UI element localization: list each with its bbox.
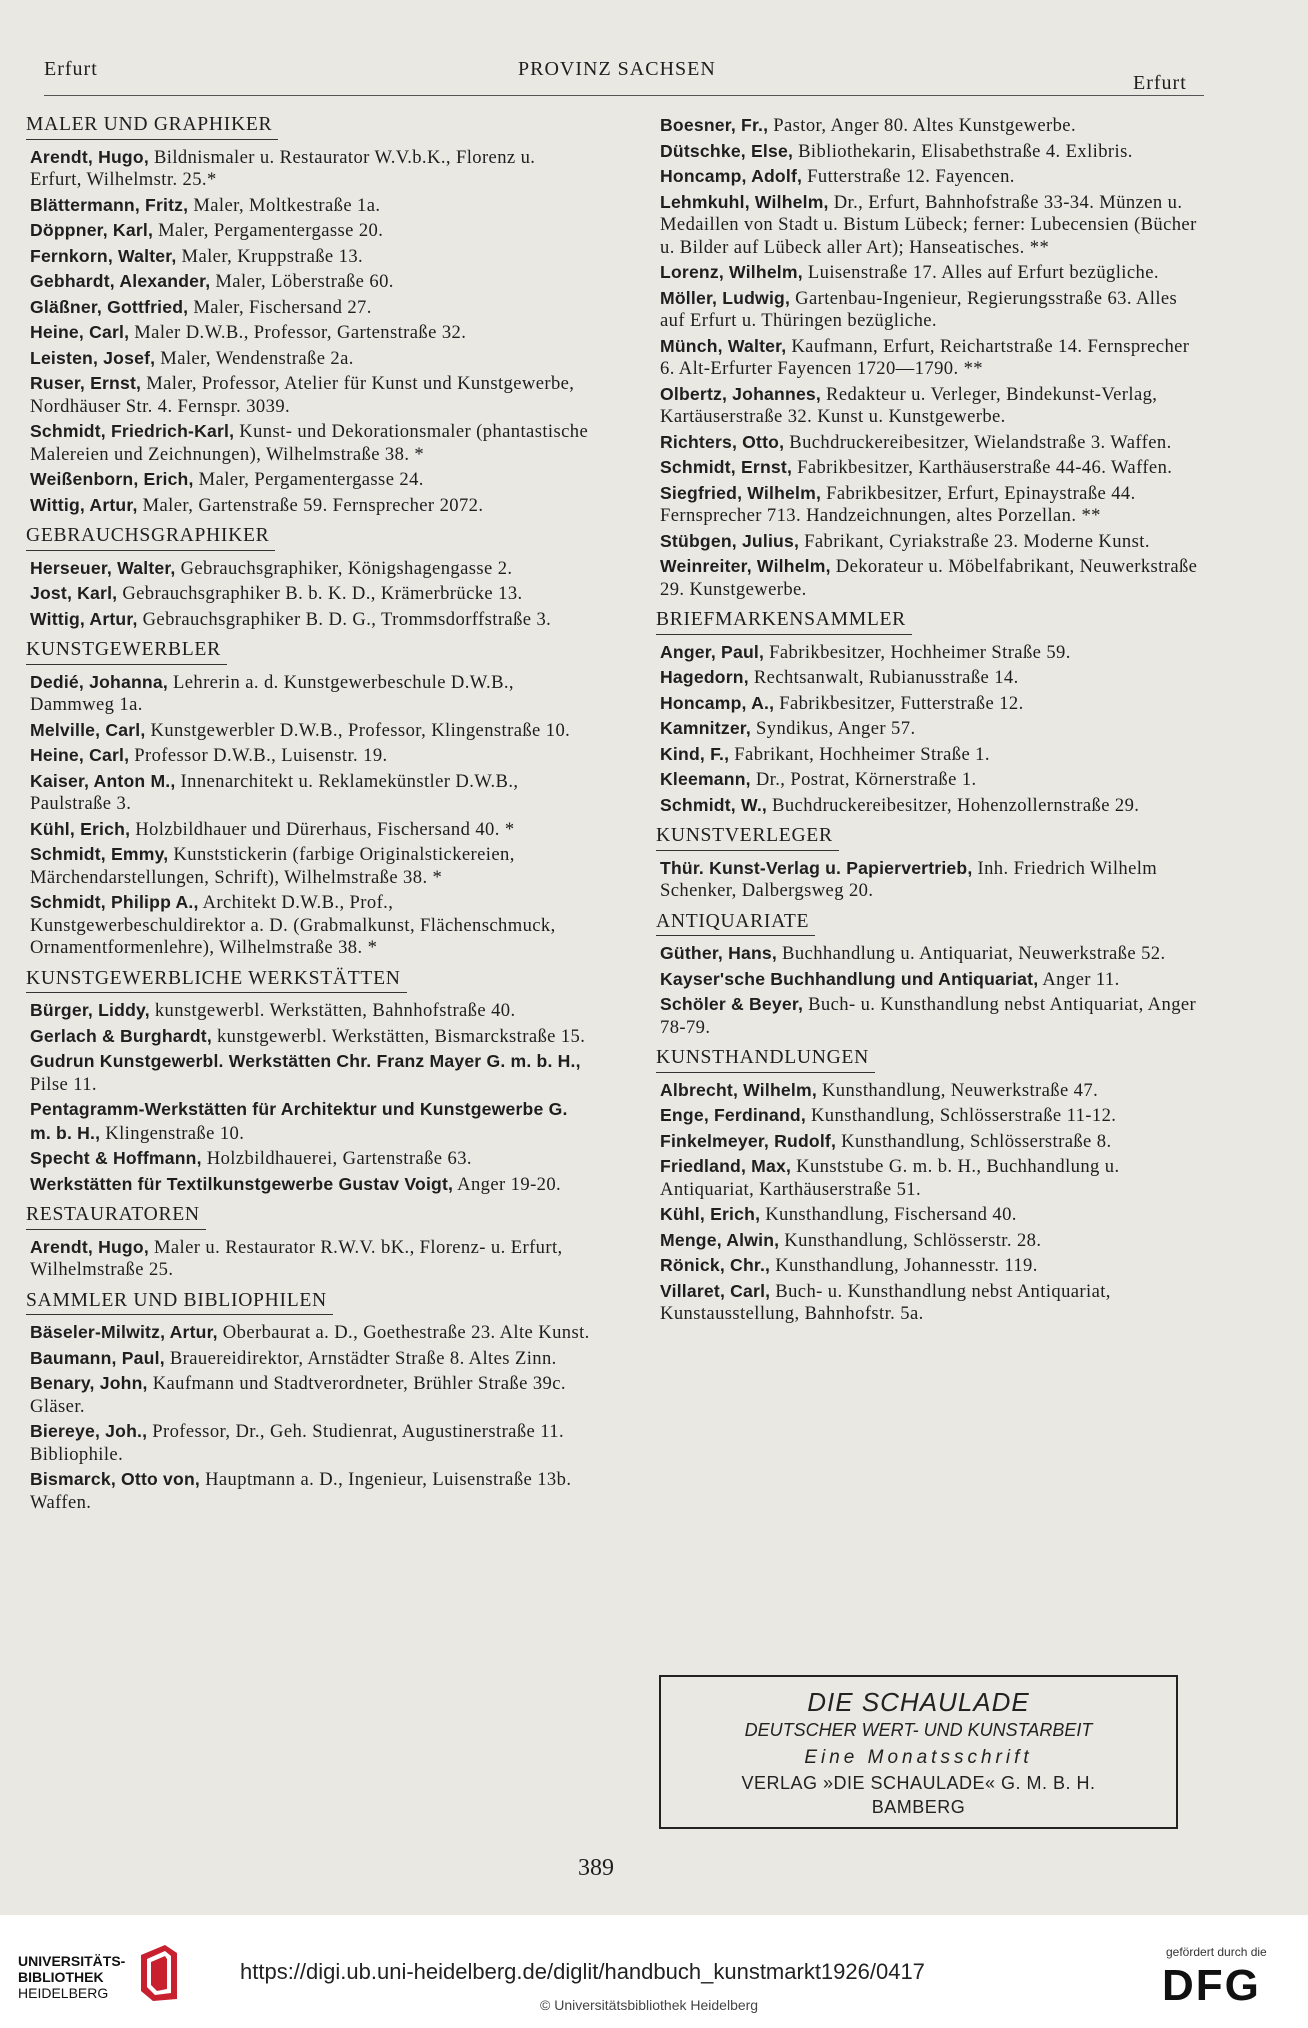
- entry-description: Hauptmann a. D., Ingenieur, Luisenstraße 13b. Waffen.: [30, 1469, 572, 1513]
- entry-name: Schmidt, Emmy,: [30, 844, 169, 864]
- entry-description: Futterstraße 12. Fayencen.: [802, 166, 1015, 187]
- entry-name: Weinreiter, Wilhelm,: [660, 556, 831, 576]
- section-heading-text: GEBRAUCHSGRAPHIKER: [26, 525, 275, 551]
- logo-line: UNIVERSITÄTS-: [18, 1953, 126, 1969]
- entry-description: Inh. Friedrich Wilhelm Schenker, Dalbergsweg 20.: [660, 857, 1158, 901]
- directory-entry: [30, 270, 590, 294]
- entry-description: Dr., Postrat, Körnerstraße 1.: [750, 769, 977, 790]
- section-heading: [26, 525, 590, 551]
- entry-description: Anger 19-20.: [453, 1173, 562, 1195]
- entry-name: Schmidt, W.,: [660, 794, 767, 815]
- entry-description: Maler, Pergamentergasse 24.: [193, 469, 424, 490]
- entry-description: Gebrauchsgraphiker B. D. G., Trommsdorffstraße 3.: [137, 608, 552, 630]
- entry-name: Pentagramm-Werkstätten für Architektur und Kunstgewerbe G. m. b. H.,: [30, 1099, 568, 1143]
- directory-entry: [30, 494, 590, 518]
- entry-name: Schmidt, Ernst,: [660, 457, 793, 477]
- entry-description: Rechtsanwalt, Rubianusstraße 14.: [748, 667, 1019, 688]
- directory-entry: [660, 335, 1200, 381]
- entry-description: Fabrikbesitzer, Erfurt, Epinaystraße 44. Fernsprecher 713. Handzeichnungen, altes Porzellan. **: [660, 482, 1136, 526]
- entry-description: Kunsthandlung, Schlösserstraße 11-12.: [805, 1105, 1117, 1126]
- left-column: [26, 114, 590, 1516]
- entry-description: Maler, Professor, Atelier für Kunst und Kunstgewerbe, Nordhäuser Str. 4. Fernspr. 3039.: [30, 373, 575, 417]
- permalink-link[interactable]: https://digi.ub.uni-heidelberg.de/diglit/handbuch_kunstmarkt1926/0417: [240, 1959, 925, 1984]
- running-header-right: Erfurt: [1133, 72, 1187, 94]
- directory-entry: [660, 692, 1200, 716]
- directory-entry: [660, 261, 1200, 285]
- directory-entry: [660, 942, 1200, 966]
- entry-name: Enge, Ferdinand,: [660, 1105, 806, 1125]
- directory-entry: [660, 191, 1200, 260]
- entry-name: Ruser, Ernst,: [30, 373, 142, 393]
- entry-description: Maler, Pergamentergasse 20.: [153, 220, 384, 241]
- entry-description: Maler, Löberstraße 60.: [210, 271, 394, 292]
- entry-name: Möller, Ludwig,: [660, 287, 791, 308]
- directory-entry: [30, 1050, 590, 1096]
- entry-description: Kunst- und Dekorationsmaler (phantastische Malereien und Zeichnungen), Wilhelmstraße 38. *: [30, 421, 589, 465]
- entry-description: Luisenstraße 17. Alles auf Erfurt bezügliche.: [802, 262, 1159, 283]
- entry-name: Arendt, Hugo,: [30, 1236, 149, 1257]
- directory-entry: [660, 140, 1200, 164]
- entry-description: Fabrikant, Cyriakstraße 23. Moderne Kunst.: [799, 530, 1150, 552]
- directory-entry: [660, 165, 1200, 189]
- entry-name: Baumann, Paul,: [30, 1347, 165, 1368]
- entry-name: Jost, Karl,: [30, 583, 118, 603]
- entry-description: Buchhandlung u. Antiquariat, Neuwerkstraße 52.: [777, 943, 1166, 964]
- entry-description: Buch- u. Kunsthandlung nebst Antiquariat, Anger 78-79.: [660, 994, 1197, 1038]
- advertisement-box: [659, 1675, 1178, 1829]
- directory-entry: [30, 843, 590, 889]
- entry-description: Kunsthandlung, Schlösserstraße 8.: [836, 1130, 1112, 1152]
- running-header-center: PROVINZ SACHSEN: [518, 58, 716, 80]
- entry-description: kunstgewerbl. Werkstätten, Bismarckstraße 15.: [211, 1025, 586, 1047]
- entry-name: Gläßner, Gottfried,: [30, 296, 189, 317]
- entry-name: Hagedorn,: [660, 667, 749, 687]
- directory-entry: [30, 1098, 590, 1145]
- entry-name: Biereye, Joh.,: [30, 1421, 148, 1441]
- entry-name: Weißenborn, Erich,: [30, 469, 194, 489]
- directory-entry: [30, 1173, 590, 1197]
- entry-name: Herseuer, Walter,: [30, 557, 176, 578]
- directory-entry: [30, 1420, 590, 1466]
- entry-description: Kaufmann und Stadtverordneter, Brühler Straße 39c. Gläser.: [30, 1373, 566, 1417]
- entry-name: Wittig, Artur,: [30, 494, 138, 515]
- section-heading: [656, 609, 1200, 635]
- entry-name: Heine, Carl,: [30, 745, 130, 765]
- entry-name: Arendt, Hugo,: [30, 146, 149, 167]
- entry-description: Maler, Kruppstraße 13.: [176, 245, 364, 267]
- directory-entry: [660, 717, 1200, 741]
- entry-name: Bürger, Liddy,: [30, 1000, 150, 1020]
- entry-description: Kunststickerin (farbige Originalstickereien, Märchendarstellungen, Schrift), Wilhelmstraße 38. *: [30, 844, 515, 888]
- directory-entry: [660, 1254, 1200, 1278]
- entry-description: Redakteur u. Verleger, Bindekunst-Verlag, Kartäuserstraße 32. Kunst u. Kunstgewerbe.: [660, 383, 1158, 427]
- entry-description: Bibliothekarin, Elisabethstraße 4. Exlibris.: [793, 140, 1133, 162]
- entry-description: Dekorateur u. Möbelfabrikant, Neuwerkstraße 29. Kunstgewerbe.: [660, 556, 1198, 600]
- entry-name: Stübgen, Julius,: [660, 530, 800, 551]
- directory-entry: [660, 666, 1200, 690]
- section-heading-text: KUNSTGEWERBLICHE WERKSTÄTTEN: [26, 968, 407, 994]
- entry-name: Richters, Otto,: [660, 431, 785, 452]
- directory-entry: [30, 372, 590, 418]
- directory-entry: [660, 431, 1200, 455]
- viewer-footer: [0, 1915, 1308, 2028]
- entry-description: Maler, Gartenstraße 59. Fernsprecher 2072.: [137, 494, 484, 516]
- directory-entry: [660, 857, 1200, 903]
- directory-entry: [30, 347, 590, 371]
- entry-name: Werkstätten für Textilkunstgewerbe Gustav Voigt,: [30, 1173, 454, 1194]
- directory-entry: [30, 194, 590, 218]
- directory-entry: [30, 999, 590, 1023]
- directory-entry: [30, 608, 590, 632]
- entry-description: Innenarchitekt u. Reklamekünstler D.W.B., Paulstraße 3.: [30, 770, 519, 814]
- directory-entry: [660, 1104, 1200, 1128]
- entry-name: Blättermann, Fritz,: [30, 194, 189, 215]
- running-header-left: Erfurt: [44, 58, 98, 80]
- entry-name: Kind, F.,: [660, 743, 730, 764]
- directory-entry: [30, 1347, 590, 1371]
- section-heading-text: KUNSTGEWERBLER: [26, 639, 227, 665]
- entry-description: Brauereidirektor, Arnstädter Straße 8. Altes Zinn.: [164, 1347, 557, 1369]
- entry-name: Menge, Alwin,: [660, 1229, 780, 1250]
- page-number: 389: [578, 1855, 614, 1881]
- directory-entry: [30, 671, 590, 717]
- entry-description: Holzbildhauerei, Gartenstraße 63.: [201, 1148, 472, 1169]
- section-heading: [26, 968, 590, 994]
- dfg-logo: DFG: [1162, 1961, 1261, 2010]
- ad-subtitle: DEUTSCHER WERT- UND KUNSTARBEIT: [744, 1720, 1093, 1740]
- entry-name: Schmidt, Friedrich-Karl,: [30, 421, 235, 441]
- entry-name: Benary, John,: [30, 1373, 148, 1393]
- directory-entry: [30, 891, 590, 960]
- entry-name: Bäseler-Milwitz, Artur,: [30, 1322, 218, 1342]
- entry-name: Anger, Paul,: [660, 641, 765, 662]
- entry-name: Gerlach & Burghardt,: [30, 1025, 212, 1046]
- entry-name: Leisten, Josef,: [30, 347, 156, 368]
- entry-description: Kunstgewerbler D.W.B., Professor, Klingenstraße 10.: [145, 719, 571, 741]
- logo-line: BIBLIOTHEK: [18, 1969, 104, 1985]
- entry-description: Maler u. Restaurator R.W.V. bK., Florenz- u. Erfurt, Wilhelmstraße 25.: [30, 1236, 563, 1280]
- section-heading: [656, 911, 1200, 937]
- logo-line: HEIDELBERG: [18, 1985, 109, 2001]
- ad-city: BAMBERG: [871, 1797, 966, 1817]
- entry-name: Kühl, Erich,: [30, 818, 131, 839]
- entry-description: Gebrauchsgraphiker, Königshagengasse 2.: [175, 557, 513, 579]
- section-heading-text: ANTIQUARIATE: [656, 911, 815, 937]
- directory-entry: [30, 1321, 590, 1345]
- directory-entry: [30, 582, 590, 606]
- entry-name: Dütschke, Else,: [660, 140, 794, 161]
- entry-name: Specht & Hoffmann,: [30, 1148, 202, 1168]
- entry-description: Gartenbau-Ingenieur, Regierungsstraße 63. Alles auf Erfurt u. Thüringen bezügliche.: [660, 287, 1178, 331]
- directory-entry: [660, 794, 1200, 818]
- directory-entry: [660, 456, 1200, 480]
- entry-description: Pastor, Anger 80. Altes Kunstgewerbe.: [768, 115, 1076, 136]
- entry-name: Kühl, Erich,: [660, 1204, 761, 1224]
- entry-description: Klingenstraße 10.: [100, 1122, 245, 1144]
- entry-name: Heine, Carl,: [30, 322, 130, 342]
- directory-entry: [660, 968, 1200, 992]
- directory-entry: [30, 296, 590, 320]
- directory-entry: [30, 468, 590, 492]
- directory-entry: [660, 768, 1200, 792]
- directory-entry: [30, 321, 590, 345]
- entry-description: Kunsthandlung, Johannesstr. 119.: [770, 1255, 1038, 1276]
- directory-entry: [30, 245, 590, 269]
- entry-name: Bismarck, Otto von,: [30, 1469, 201, 1489]
- entry-description: Fabrikbesitzer, Futterstraße 12.: [774, 692, 1024, 714]
- directory-entry: [660, 1203, 1200, 1227]
- section-heading: [26, 1290, 590, 1316]
- entry-description: Pilse 11.: [30, 1073, 97, 1095]
- entry-description: Kunsthandlung, Neuwerkstraße 47.: [816, 1079, 1099, 1101]
- entry-name: Münch, Walter,: [660, 335, 787, 356]
- entry-name: Thür. Kunst-Verlag u. Papiervertrieb,: [660, 857, 973, 878]
- entry-name: Honcamp, A.,: [660, 692, 775, 713]
- entry-description: Syndikus, Anger 57.: [750, 718, 916, 739]
- entry-description: Maler D.W.B., Professor, Gartenstraße 32.: [129, 322, 467, 343]
- directory-entry: [660, 383, 1200, 429]
- entry-name: Gebhardt, Alexander,: [30, 271, 211, 291]
- entry-description: Buch- u. Kunsthandlung nebst Antiquariat, Kunstausstellung, Bahnhofstr. 5a.: [660, 1280, 1111, 1324]
- directory-entry: [660, 1155, 1200, 1201]
- copyright-notice: © Universitätsbibliothek Heidelberg: [540, 1997, 759, 2013]
- directory-entry: [660, 482, 1200, 528]
- directory-entry: [660, 287, 1200, 333]
- entry-name: Wittig, Artur,: [30, 608, 138, 629]
- directory-entry: [30, 1025, 590, 1049]
- entry-description: Kaufmann, Erfurt, Reichartstraße 14. Fernsprecher 6. Alt-Erfurter Fayencen 1720—1790. **: [660, 335, 1190, 379]
- section-heading-text: MALER UND GRAPHIKER: [26, 114, 278, 140]
- directory-entry: [660, 641, 1200, 665]
- entry-description: Bildnismaler u. Restaurator W.V.b.K., Florenz u. Erfurt, Wilhelmstr. 25.*: [30, 146, 536, 190]
- right-column: [656, 114, 1200, 1328]
- directory-entry: [660, 1130, 1200, 1154]
- section-heading-text: SAMMLER UND BIBLIOPHILEN: [26, 1290, 333, 1316]
- entry-name: Rönick, Chr.,: [660, 1255, 771, 1275]
- section-heading: [26, 1204, 590, 1230]
- directory-entry: [30, 557, 590, 581]
- entry-name: Schmidt, Philipp A.,: [30, 892, 199, 912]
- entry-name: Friedland, Max,: [660, 1156, 792, 1176]
- entry-description: Gebrauchsgraphiker B. b. K. D., Krämerbrücke 13.: [117, 583, 523, 604]
- entry-description: Buchdruckereibesitzer, Hohenzollernstraße 29.: [767, 794, 1140, 816]
- entry-description: Oberbaurat a. D., Goethestraße 23. Alte Kunst.: [217, 1322, 590, 1343]
- entry-name: Albrecht, Wilhelm,: [660, 1079, 817, 1100]
- entry-name: Melville, Carl,: [30, 719, 146, 740]
- entry-name: Schöler & Beyer,: [660, 994, 804, 1014]
- section-heading-text: KUNSTHANDLUNGEN: [656, 1047, 875, 1073]
- directory-entry: [660, 555, 1200, 601]
- entry-name: Siegfried, Wilhelm,: [660, 482, 822, 503]
- ad-title: DIE SCHAULADE: [807, 1687, 1030, 1717]
- entry-name: Boesner, Fr.,: [660, 115, 769, 135]
- entry-description: Kunsthandlung, Fischersand 40.: [760, 1204, 1017, 1225]
- section-heading: [26, 114, 590, 140]
- entry-name: Döppner, Karl,: [30, 220, 154, 240]
- directory-entry: [660, 993, 1200, 1039]
- directory-entry: [30, 1468, 590, 1514]
- entry-description: Buchdruckereibesitzer, Wielandstraße 3. Waffen.: [784, 431, 1172, 453]
- ad-publisher: VERLAG »DIE SCHAULADE« G. M. B. H.: [741, 1773, 1096, 1793]
- entry-name: Kayser'sche Buchhandlung und Antiquariat,: [660, 968, 1039, 989]
- ad-tagline: Eine Monatsschrift: [804, 1747, 1033, 1768]
- directory-entry: [30, 770, 590, 816]
- entry-name: Gudrun Kunstgewerbl. Werkstätten Chr. Franz Mayer G. m. b. H.,: [30, 1051, 581, 1071]
- directory-entry: [660, 1079, 1200, 1103]
- directory-entry: [660, 530, 1200, 554]
- entry-name: Finkelmeyer, Rudolf,: [660, 1130, 837, 1151]
- directory-entry: [660, 1229, 1200, 1253]
- directory-entry: [30, 1147, 590, 1171]
- library-logo-text: [18, 1953, 148, 2001]
- entry-name: Kleemann,: [660, 769, 751, 789]
- entry-description: Holzbildhauer und Dürerhaus, Fischersand 40. *: [130, 818, 515, 840]
- section-heading-text: KUNSTVERLEGER: [656, 825, 839, 851]
- entry-name: Lehmkuhl, Wilhelm,: [660, 191, 829, 212]
- entry-name: Fernkorn, Walter,: [30, 245, 177, 266]
- directory-entry: [30, 1236, 590, 1282]
- entry-name: Lorenz, Wilhelm,: [660, 262, 803, 282]
- library-logo-icon: [135, 1943, 183, 2003]
- entry-description: Architekt D.W.B., Prof., Kunstgewerbeschuldirektor a. D. (Grabmalkunst, Flächenschmuck, Ornamentformenlehre), Wilhelmstraße 38. *: [30, 892, 556, 958]
- entry-name: Olbertz, Johannes,: [660, 383, 821, 404]
- entry-description: Anger 11.: [1038, 968, 1120, 990]
- directory-entry: [660, 743, 1200, 767]
- directory-entry: [30, 420, 590, 466]
- entry-description: kunstgewerbl. Werkstätten, Bahnhofstraße 40.: [149, 1000, 516, 1021]
- entry-description: Maler, Wendenstraße 2a.: [155, 347, 354, 369]
- section-heading: [656, 825, 1200, 851]
- directory-entry: [30, 744, 590, 768]
- entry-description: Fabrikbesitzer, Karthäuserstraße 44-46. Waffen.: [792, 457, 1173, 478]
- entry-description: Fabrikbesitzer, Hochheimer Straße 59.: [764, 641, 1071, 663]
- section-heading: [26, 639, 590, 665]
- entry-name: Honcamp, Adolf,: [660, 166, 803, 186]
- entry-name: Kamnitzer,: [660, 718, 751, 738]
- directory-entry: [660, 1280, 1200, 1326]
- entry-name: Güther, Hans,: [660, 943, 777, 963]
- entry-name: Kaiser, Anton M.,: [30, 770, 176, 791]
- entry-description: Professor, Dr., Geh. Studienrat, Augustinerstraße 11. Bibliophile.: [30, 1421, 564, 1465]
- section-heading-text: RESTAURATOREN: [26, 1204, 206, 1230]
- header-rule: [44, 95, 1204, 96]
- entry-description: Professor D.W.B., Luisenstr. 19.: [129, 745, 388, 766]
- funder-caption: gefördert durch die: [1166, 1945, 1267, 1959]
- entry-description: Fabrikant, Hochheimer Straße 1.: [729, 743, 990, 765]
- entry-description: Maler, Moltkestraße 1a.: [188, 194, 381, 216]
- directory-entry: [30, 146, 590, 192]
- directory-entry: [660, 114, 1200, 138]
- entry-description: Maler, Fischersand 27.: [188, 296, 372, 318]
- entry-description: Dr., Erfurt, Bahnhofstraße 33-34. Münzen u. Medaillen von Stadt u. Bistum Lübeck; ferner: Lubecensien (Bücher u. Bilder auf Lübeck aller Art); Hanseatisches. **: [660, 191, 1197, 258]
- entry-name: Villaret, Carl,: [660, 1280, 771, 1301]
- section-heading-text: BRIEFMARKENSAMMLER: [656, 609, 912, 635]
- directory-entry: [30, 1372, 590, 1418]
- directory-entry: [30, 719, 590, 743]
- entry-name: Dedié, Johanna,: [30, 671, 168, 692]
- entry-description: Kunststube G. m. b. H., Buchhandlung u. Antiquariat, Karthäuserstraße 51.: [660, 1156, 1120, 1200]
- section-heading: [656, 1047, 1200, 1073]
- directory-entry: [30, 219, 590, 243]
- entry-description: Lehrerin a. d. Kunstgewerbeschule D.W.B., Dammweg 1a.: [30, 671, 514, 715]
- directory-entry: [30, 818, 590, 842]
- entry-description: Kunsthandlung, Schlösserstr. 28.: [779, 1229, 1042, 1251]
